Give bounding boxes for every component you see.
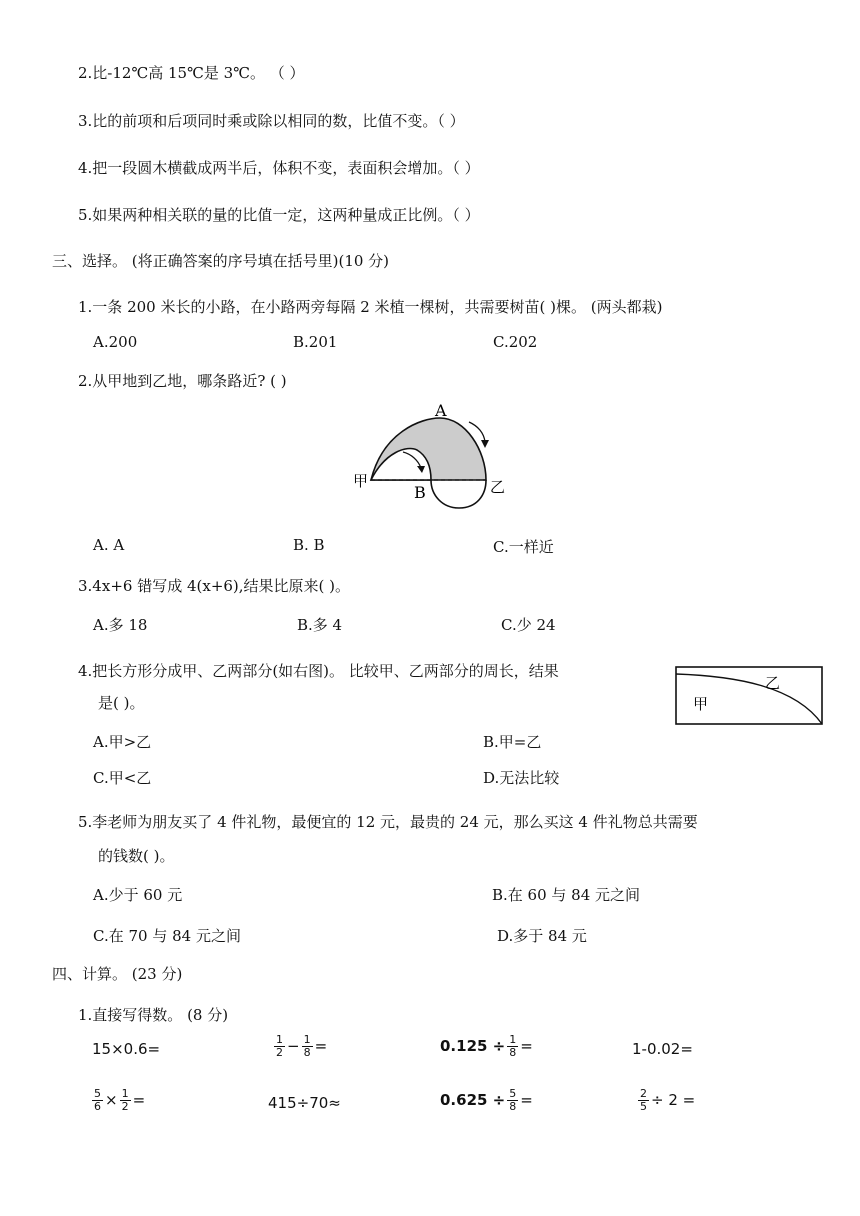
q1-option-b: B.201	[293, 333, 338, 351]
calc-0.625-div-five-eighths: 0.625 ÷ $\frac{5}{8}$ =	[440, 1087, 533, 1113]
choice-question-2: 2.从甲地到乙地，哪条路近? ( )	[78, 372, 287, 390]
q4-option-a: A.甲>乙	[93, 733, 152, 751]
q3-option-c: C.少 24	[501, 616, 556, 634]
choice-question-5-line1: 5.李老师为朋友买了 4 件礼物，最便宜的 12 元，最贵的 24 元，那么买这 4 件礼物总共需要	[78, 813, 698, 831]
subsection-1-title: 1.直接写得数。 (8 分)	[78, 1006, 229, 1024]
q3-option-a: A.多 18	[93, 616, 148, 634]
region-yi-label: 乙	[765, 674, 781, 692]
q1-option-a: A.200	[93, 333, 138, 351]
tf-question-3: 3.比的前项和后项同时乘或除以相同的数，比值不变。（ ）	[78, 112, 465, 130]
calc-two-fifths-div-2: $\frac{2}{5}$ ÷ 2 =	[640, 1087, 696, 1113]
q5-option-a: A.少于 60 元	[93, 886, 183, 904]
choice-question-5-line2: 的钱数( )。	[98, 847, 175, 865]
calc-0.125-div-eighth: 0.125 ÷ $\frac{1}{8}$ =	[440, 1033, 533, 1059]
q2-option-a: A. A	[93, 536, 125, 554]
rectangle-diagram	[675, 666, 823, 726]
calc-five-sixths-times-half: $\frac{5}{6}$ × $\frac{1}{2}$ =	[94, 1087, 146, 1113]
calc-half-minus-eighth: $\frac{1}{2}$ − $\frac{1}{8}$ =	[276, 1033, 328, 1059]
section-3-title: 三、选择。 (将正确答案的序号填在括号里)(10 分)	[52, 252, 390, 270]
tf-question-5: 5.如果两种相关联的量的比值一定，这两种量成正比例。（ ）	[78, 206, 480, 224]
tf-question-4: 4.把一段圆木横截成两半后，体积不变，表面积会增加。（ ）	[78, 159, 480, 177]
route-label-b: B	[414, 483, 426, 502]
q3-option-b: B.多 4	[297, 616, 343, 634]
choice-question-4-line2: 是( )。	[98, 694, 145, 712]
q5-option-d: D.多于 84 元	[497, 927, 587, 945]
end-point-label: 乙	[490, 478, 506, 496]
tf-question-2: 2.比-12℃高 15℃是 3℃。 （ ）	[78, 64, 305, 82]
choice-question-1: 1.一条 200 米长的小路，在小路两旁每隔 2 米植一棵树，共需要树苗( )棵。 (两头都栽)	[78, 298, 663, 316]
start-point-label: 甲	[353, 472, 369, 490]
section-4-title: 四、计算。 (23 分)	[52, 965, 183, 983]
q4-option-b: B.甲=乙	[483, 733, 542, 751]
q2-option-b: B. B	[293, 536, 325, 554]
q4-option-c: C.甲<乙	[93, 769, 152, 787]
choice-question-3: 3.4x+6 错写成 4(x+6),结果比原来( )。	[78, 577, 351, 595]
calc-1-minus-0.02: 1-0.02=	[632, 1040, 693, 1058]
region-jia-label: 甲	[693, 695, 709, 713]
q2-option-c: C.一样近	[493, 538, 554, 556]
q1-option-c: C.202	[493, 333, 538, 351]
choice-question-4-line1: 4.把长方形分成甲、乙两部分(如右图)。 比较甲、乙两部分的周长，结果	[78, 662, 559, 680]
route-label-a: A	[435, 401, 447, 420]
route-diagram	[345, 400, 520, 515]
q5-option-b: B.在 60 与 84 元之间	[492, 886, 641, 904]
calc-415-div-70: 415÷70≈	[268, 1094, 341, 1112]
calc-15x0.6: 15×0.6=	[92, 1040, 161, 1058]
q4-option-d: D.无法比较	[483, 769, 560, 787]
q5-option-c: C.在 70 与 84 元之间	[93, 927, 241, 945]
